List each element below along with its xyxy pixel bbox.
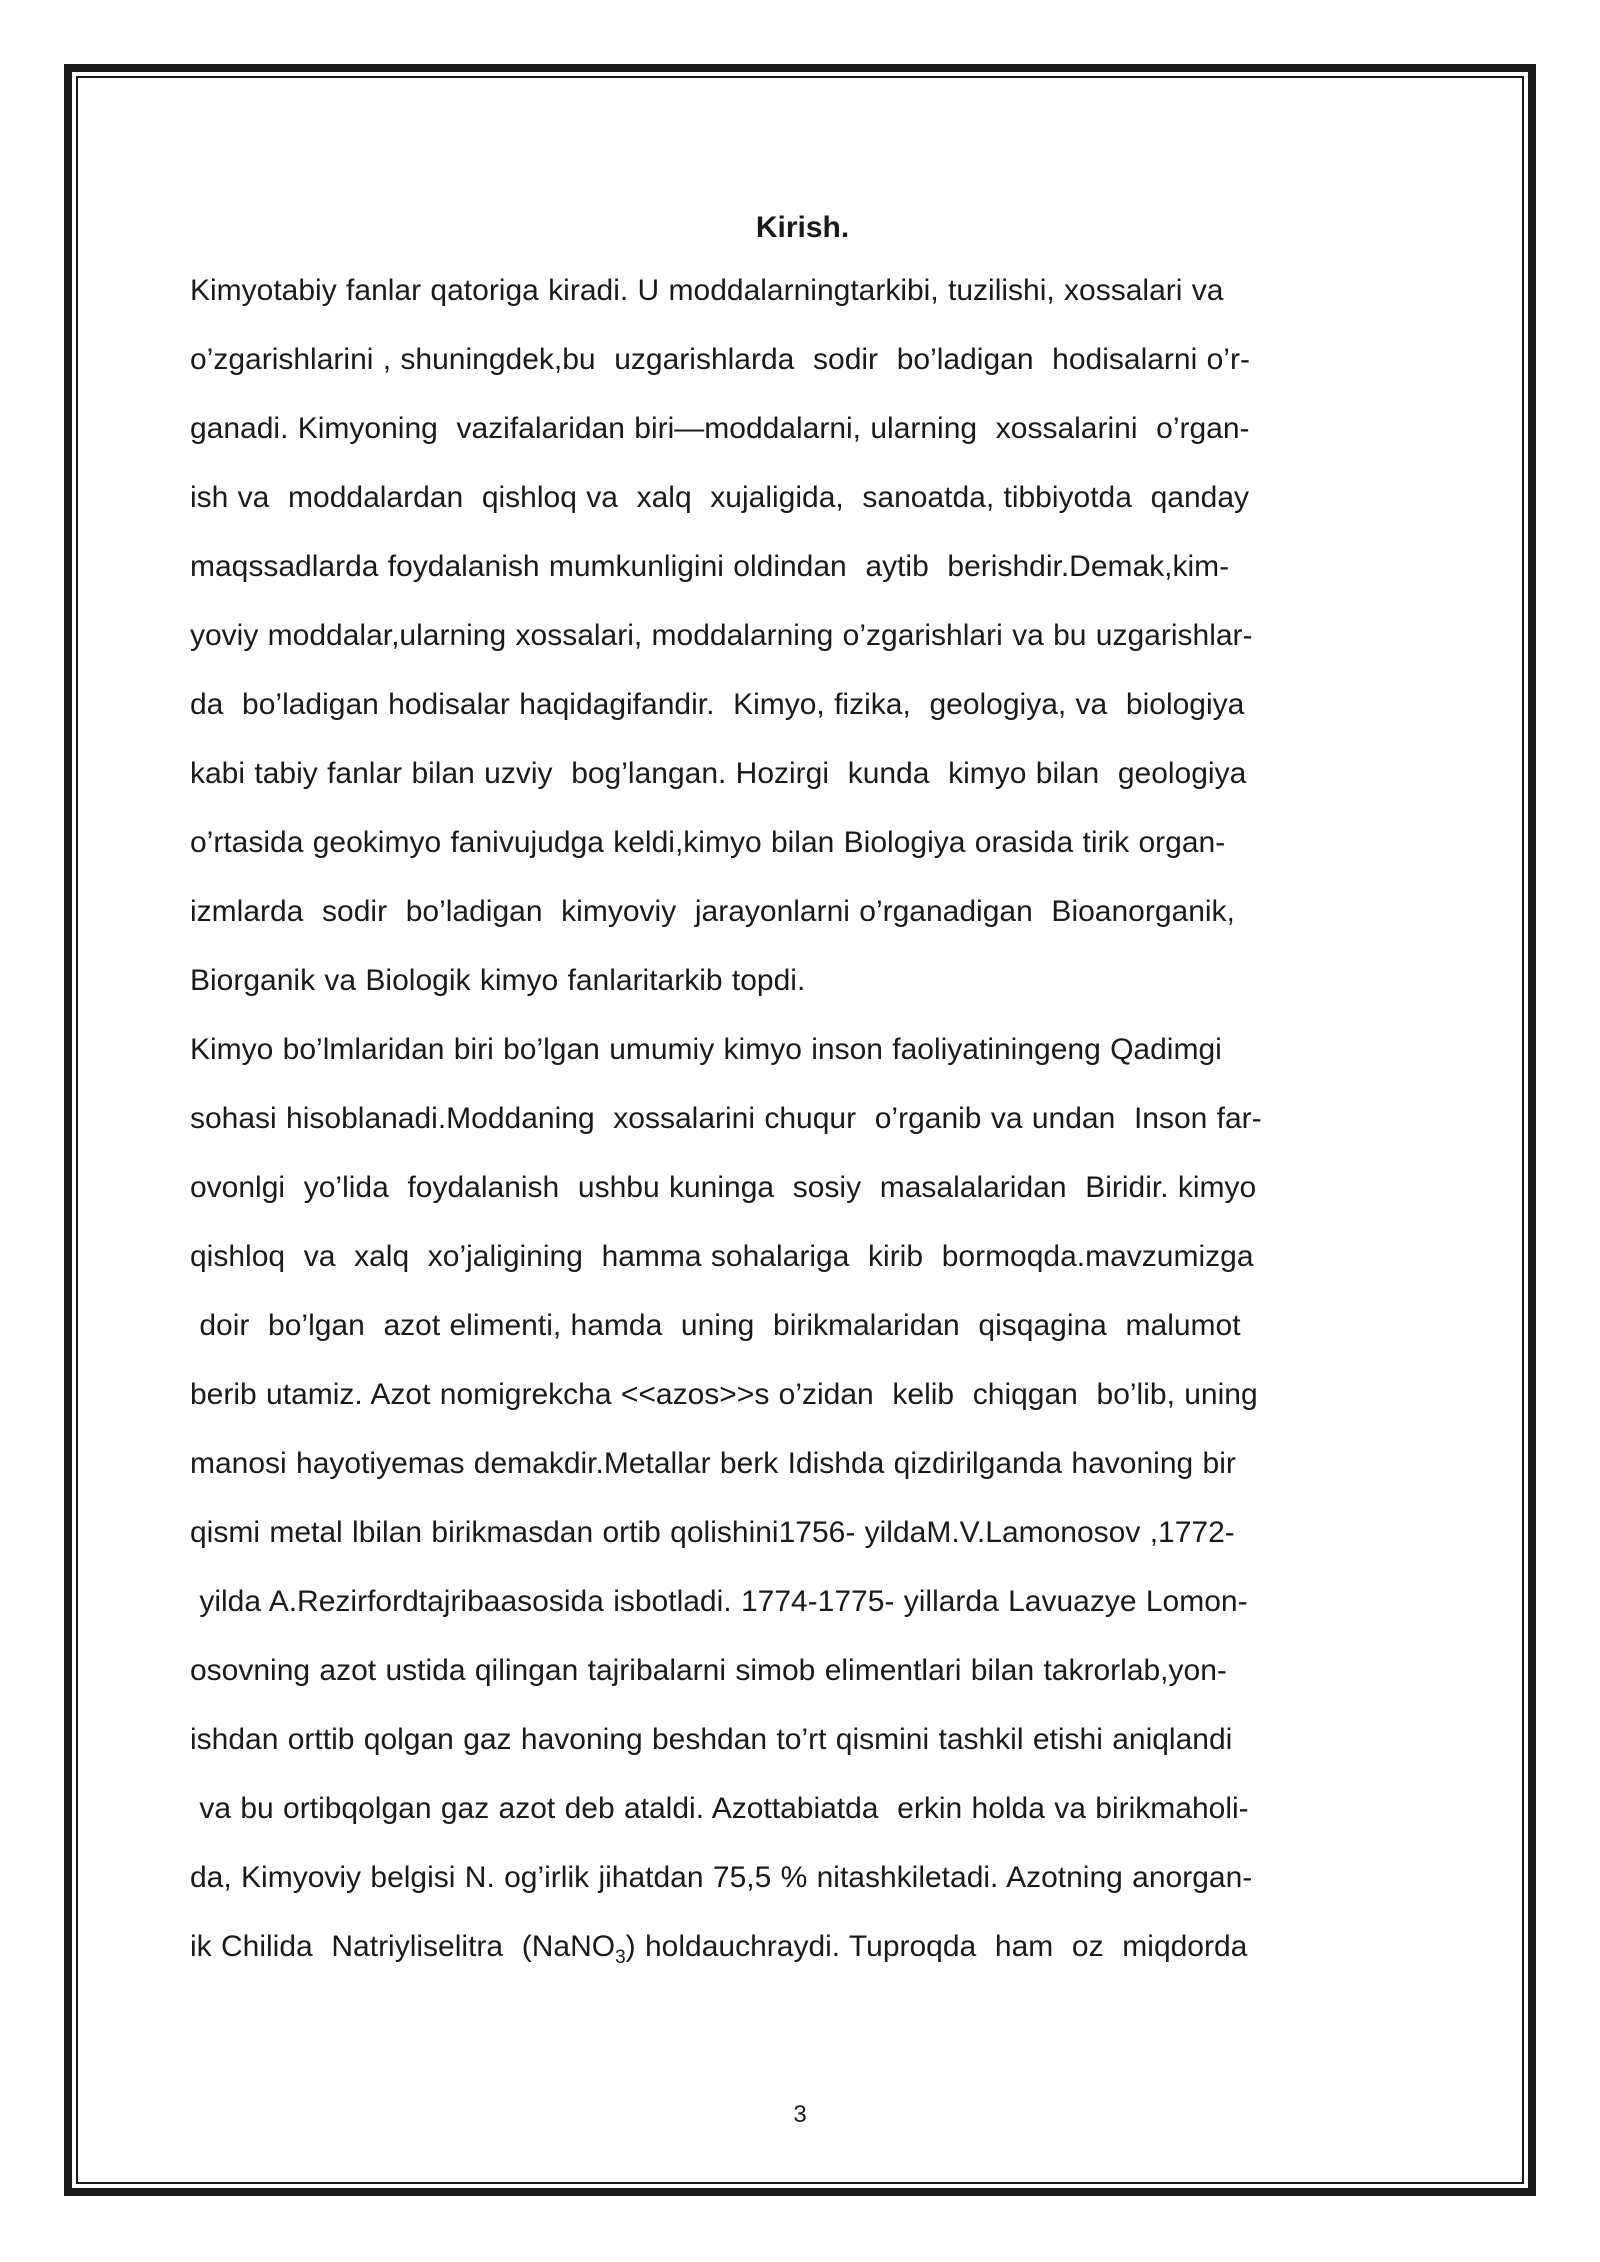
text-line: osovning azot ustida qilingan tajribalarni simob elimentlari bilan takrorlab,yon- [190,1654,1227,1687]
text-line: o’rtasida geokimyo fanivujudga keldi,kimyo bilan Biologiya orasida tirik organ- [190,826,1226,859]
text-line: ovonlgi yo’lida foydalanish ushbu kuninga sosiy masalalaridan Biridir. kimyo [190,1171,1257,1204]
text-line: da, Kimyoviy belgisi N. og’irlik jihatdan 75,5 % nitashkiletadi. Azotning anorgan- [190,1861,1253,1894]
text-line: manosi hayotiyemas demakdir.Metallar berk Idishda qizdirilganda havoning bir [190,1447,1236,1480]
text-line: kabi tabiy fanlar bilan uzviy bog’langan. Hozirgi kunda kimyo bilan geologiya [190,757,1247,790]
text-line: yilda A.Rezirfordtajribaasosida isbotladi. 1774-1775- yillarda Lavuazye Lomon- [190,1585,1248,1618]
page-content [190,200,1415,1981]
text-line: va bu ortibqolgan gaz azot deb ataldi. Azottabiatda erkin holda va birikmaholi- [190,1792,1249,1825]
text-line: yoviy moddalar,ularning xossalari, moddalarning o’zgarishlari va bu uzgarishlar- [190,619,1253,652]
text-line: o’zgarishlarini , shuningdek,bu uzgarishlarda sodir bo’ladigan hodisalarni o’r- [190,343,1250,376]
text-line: qismi metal lbilan birikmasdan ortib qolishini1756- yildaM.V.Lamonosov ,1772- [190,1516,1235,1549]
text-line: sohasi hisoblanadi.Moddaning xossalarini chuqur o’rganib va undan Inson far- [190,1102,1262,1135]
text-line: ishdan orttib qolgan gaz havoning beshdan to’rt qismini tashkil etishi aniqlandi [190,1723,1233,1756]
text-line: Kimyotabiy fanlar qatoriga kiradi. U moddalarningtarkibi, tuzilishi, xossalari va [190,274,1224,307]
text-line: maqssadlarda foydalanish mumkunligini oldindan aytib berishdir.Demak,kim- [190,550,1230,583]
text-line: doir bo’lgan azot elimenti, hamda uning birikmalaridan qisqagina malumot [190,1309,1241,1342]
body-text [190,256,1415,1981]
text-line-part: ) holdauchraydi. Tuproqda ham oz miqdorda [625,1930,1248,1963]
text-line: ish va moddalardan qishloq va xalq xujaligida, sanoatda, tibbiyotda qanday [190,481,1250,514]
page-number: 3 [793,2101,807,2128]
text-line: izmlarda sodir bo’ladigan kimyoviy jarayonlarni o’rganadigan Bioanorganik, [190,895,1235,928]
text-line: ganadi. Kimyoning vazifalaridan biri—moddalarni, ularning xossalarini o’rgan- [190,412,1250,445]
text-line: Biorganik va Biologik kimyo fanlaritarkib topdi. [190,964,806,997]
chemical-subscript: 3 [615,1947,626,1968]
text-line: Kimyo bo’lmlaridan biri bo’lgan umumiy kimyo inson faoliyatiningeng Qadimgi [190,1033,1222,1066]
text-line-part: ik Chilida Natriyliselitra (NaNO [190,1930,616,1963]
text-line: berib utamiz. Azot nomigrekcha <<azos>>s o’zidan kelib chiqgan bo’lib, uning [190,1378,1258,1411]
page-title: Kirish. [755,211,850,244]
text-line: qishloq va xalq xo’jaligining hamma sohalariga kirib bormoqda.mavzumizga [190,1240,1254,1273]
text-line [190,1912,1415,1981]
text-line: da bo’ladigan hodisalar haqidagifandir. Kimyo, fizika, geologiya, va biologiya [190,688,1245,721]
